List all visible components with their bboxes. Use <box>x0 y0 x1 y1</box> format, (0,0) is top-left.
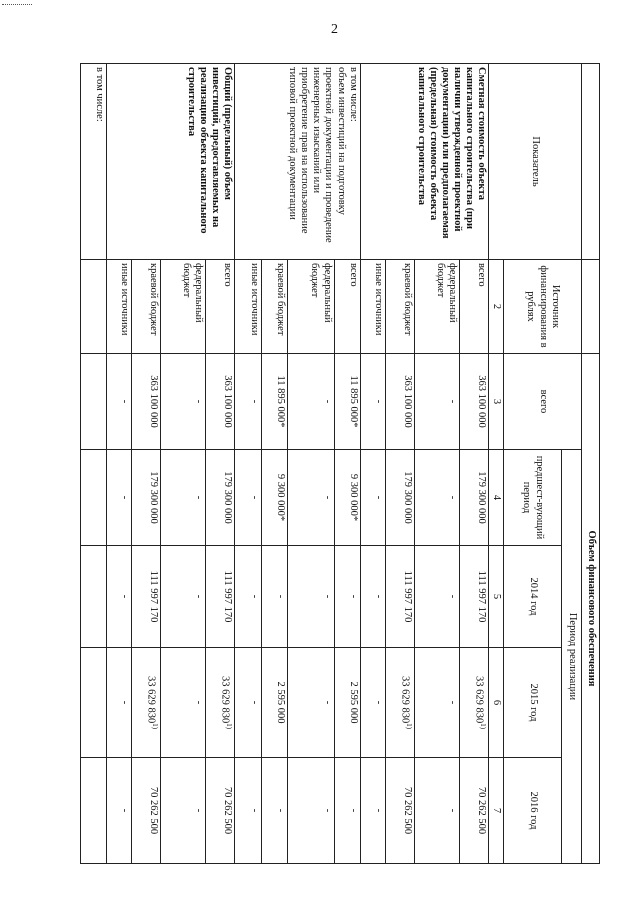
header-prior: предшест-вующий период <box>504 450 562 546</box>
source-label: краевой бюджет <box>385 260 414 354</box>
value-2015: 33 629 830$^{1)}$ <box>459 648 488 758</box>
value-2015: 2 595 000 <box>334 648 360 758</box>
value-total: - <box>287 354 334 450</box>
col-number: 2 <box>488 260 503 354</box>
header-period: Период реализации <box>562 450 582 864</box>
source-label: иные источники <box>360 260 385 354</box>
value-2016: - <box>107 758 132 864</box>
value-total: - <box>360 354 385 450</box>
value-2016: 70 262 500 <box>459 758 488 864</box>
value-2015: - <box>161 648 206 758</box>
header-source: Источник финансирования в рублях <box>504 260 582 354</box>
value-2015: - <box>360 648 385 758</box>
col-number: 7 <box>488 758 503 864</box>
value-2015: 33 629 830$^{1)}$ <box>385 648 414 758</box>
value-total: - <box>107 354 132 450</box>
value-total: 363 100 000 <box>132 354 161 450</box>
header-2014: 2014 год <box>504 546 562 648</box>
value-2015: - <box>287 648 334 758</box>
value-2016: 70 262 500 <box>206 758 235 864</box>
value-prior: 179 300 000 <box>385 450 414 546</box>
value-2015: 33 629 830$^{1)}$ <box>132 648 161 758</box>
value-total: 363 100 000 <box>206 354 235 450</box>
value-prior: - <box>414 450 459 546</box>
section2-label: в том числе: объем инвестиций на подготовку проектной документации и проведение инженерных изысканий или приобретение прав на использование типовой проектной документации <box>235 64 360 260</box>
value-2014: - <box>235 546 261 648</box>
value-2015: 2 595 000 <box>261 648 287 758</box>
value-2016: 70 262 500 <box>385 758 414 864</box>
section1-label: Сметная стоимость объекта капитального строительства (при наличии утвержденной проектной документации) или предполагаемая (предельная) стоимость объекта капитального строительства <box>360 64 488 260</box>
value-total: 363 100 000 <box>385 354 414 450</box>
value-2015: 33 629 830$^{1)}$ <box>206 648 235 758</box>
section3-label: Общий (предельный) объем инвестиций, предоставляемых на реализацию объекта капитального строительства <box>107 64 235 260</box>
header-2016: 2016 год <box>504 758 562 864</box>
source-label: всего <box>334 260 360 354</box>
source-label: федеральный бюджет <box>414 260 459 354</box>
value-2014: 111 997 170 <box>206 546 235 648</box>
value-prior: 179 300 000 <box>459 450 488 546</box>
col-number: 6 <box>488 648 503 758</box>
value-2014: 111 997 170 <box>459 546 488 648</box>
source-label: краевой бюджет <box>261 260 287 354</box>
source-label: всего <box>459 260 488 354</box>
value-2014: - <box>334 546 360 648</box>
value-total: - <box>235 354 261 450</box>
value-prior: - <box>235 450 261 546</box>
value-total: - <box>161 354 206 450</box>
value-total: 11 895 000* <box>261 354 287 450</box>
value-total: 11 895 000* <box>334 354 360 450</box>
header-2015: 2015 год <box>504 648 562 758</box>
value-2016: - <box>161 758 206 864</box>
value-2016: - <box>334 758 360 864</box>
value-2016: - <box>360 758 385 864</box>
value-2016: - <box>414 758 459 864</box>
page-number: 2 <box>331 22 338 37</box>
source-label: иные источники <box>235 260 261 354</box>
value-2014: - <box>107 546 132 648</box>
value-prior: - <box>107 450 132 546</box>
value-total: 363 100 000 <box>459 354 488 450</box>
rotated-table-container <box>80 63 600 863</box>
edge-mark <box>2 4 32 5</box>
header-total: всего <box>504 354 582 450</box>
value-prior: 179 300 000 <box>132 450 161 546</box>
value-total: - <box>414 354 459 450</box>
value-prior: - <box>360 450 385 546</box>
col-number: 5 <box>488 546 503 648</box>
value-2016: - <box>287 758 334 864</box>
col-number: 3 <box>488 354 503 450</box>
value-prior: 179 300 000 <box>206 450 235 546</box>
value-2016: 70 262 500 <box>132 758 161 864</box>
value-2014: - <box>161 546 206 648</box>
source-label: краевой бюджет <box>132 260 161 354</box>
value-2015: - <box>414 648 459 758</box>
value-prior: - <box>161 450 206 546</box>
value-2014: - <box>261 546 287 648</box>
section4-label: в том числе: <box>81 64 107 260</box>
value-prior: - <box>287 450 334 546</box>
source-label: иные источники <box>107 260 132 354</box>
value-2014: - <box>287 546 334 648</box>
finance-table <box>80 63 600 864</box>
value-2014: - <box>414 546 459 648</box>
value-2016: - <box>261 758 287 864</box>
value-2015: - <box>235 648 261 758</box>
value-2014: - <box>360 546 385 648</box>
source-label: всего <box>206 260 235 354</box>
value-2016: - <box>235 758 261 864</box>
col-number: 4 <box>488 450 503 546</box>
value-2015: - <box>107 648 132 758</box>
source-label: федеральный бюджет <box>287 260 334 354</box>
value-2014: 111 997 170 <box>132 546 161 648</box>
source-label: федеральный бюджет <box>161 260 206 354</box>
value-prior: 9 300 000* <box>261 450 287 546</box>
value-prior: 9 300 000* <box>334 450 360 546</box>
header-indicator: Показатель <box>488 64 581 260</box>
value-2014: 111 997 170 <box>385 546 414 648</box>
table-caption: Объем финансового обеспечения <box>582 354 600 864</box>
